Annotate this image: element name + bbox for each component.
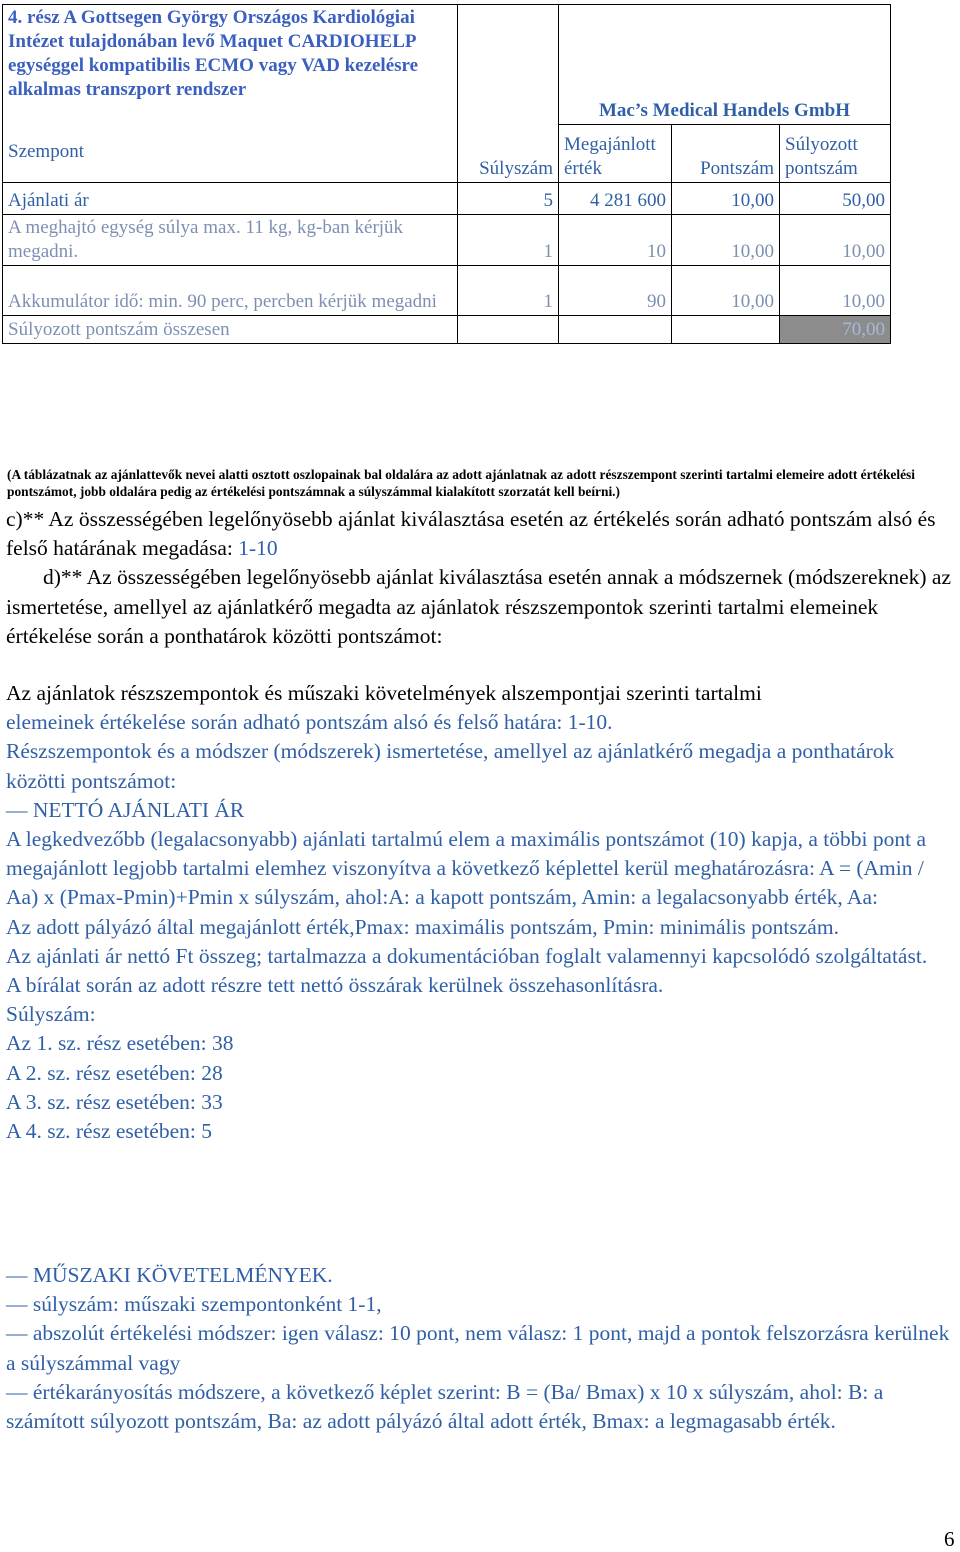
section-c (6, 505, 956, 651)
tech-absolute-method: — abszolút értékelési módszer: igen válasz: 10 pont, nem válasz: 1 pont, majd a pontok felszorzásra kerülnek a súlyszámmal vagy (6, 1321, 950, 1375)
lot-title: 4. rész A Gottsegen György Országos Kardiológiai Intézet tulajdonában levő Maquet CARDIOHELP egységgel kompatibilis ECMO vagy VAD kezelésre alkalmas transzport rendszer Szempont (3, 5, 458, 183)
row-points: 10,00 (672, 183, 780, 215)
total-value: 70,00 (780, 316, 891, 344)
row-offered: 90 (559, 266, 672, 316)
tech-proportional-method: — értékarányosítás módszere, a következő képlet szerint: B = (Ba/ Bmax) x 10 x súlyszám, ahol: B: a számított súlyozott pontszám, Ba: az adott pályázó által adott érték, Bmax: a legmagasabb érték. (6, 1379, 884, 1434)
row-weight: 1 (458, 266, 559, 316)
price-note: Az ajánlati ár nettó Ft összeg; tartalmazza a dokumentációban foglalt valamennyi kapcsolódó szolgáltatást. (6, 943, 928, 968)
weight-lot-2: A 2. sz. rész esetében: 28 (6, 1060, 223, 1085)
para-a-black: Az ajánlatok részszempontok és műszaki követelmények alszempontjai szerinti tartalmi (6, 681, 762, 705)
row-weight: 5 (458, 183, 559, 215)
row-weight: 1 (458, 215, 559, 266)
row-points: 10,00 (672, 215, 780, 266)
points-header: Pontszám (672, 125, 780, 183)
weight-lot-1: Az 1. sz. rész esetében: 38 (6, 1031, 234, 1056)
row-offered: 10 (559, 215, 672, 266)
bidder-name: Mac’s Medical Handels GmbH (559, 5, 891, 125)
d-text: d)** Az összességében legelőnyösebb ajánlat kiválasztása esetén annak a módszernek (módszereknek) az ismertetése, amellyel az ajánlatkérő megadta az ajánlatok részszempontok szerinti tartalmi elemeinek értékelése során a ponthatárok közötti pontszámot: (6, 565, 952, 648)
scoring-table (2, 4, 891, 344)
table-row (3, 215, 891, 266)
table-row (3, 183, 891, 215)
weighted-header: Súlyozott pontszám (780, 125, 891, 183)
technical-section (6, 1261, 956, 1436)
row-offered: 4 281 600 (559, 183, 672, 215)
total-row (3, 316, 891, 344)
table-note: (A táblázatnak az ajánlattevők nevei alatti osztott oszlopainak bal oldalára az adott ajánlatnak az adott részszempont szerinti tartalmi elemeire adott értékelési pontszámot, jobb oldalára pedig az értékelési pontszámnak a súlyszámmal kialakított szorzatát kell beírni.) (7, 467, 915, 499)
row-weighted: 10,00 (780, 266, 891, 316)
table-row (3, 266, 891, 316)
offered-header: Megajánlott érték (559, 125, 672, 183)
comparison-note: A bírálat során az adott részre tett nettó összárak kerülnek összehasonlításra. (6, 973, 664, 998)
tech-weight: — súlyszám: műszaki szempontonként 1-1, (6, 1292, 382, 1317)
row-criterion: Ajánlati ár (3, 183, 458, 215)
weight-header: Súlyszám (458, 5, 559, 183)
formula-definitions: Az adott pályázó által megajánlott érték,Pmax: maximális pontszám, Pmin: minimális pontszám. (6, 914, 839, 939)
row-criterion: Akkumulátor idő: min. 90 perc, percben kérjük megadni (3, 266, 458, 316)
weight-lot-3: A 3. sz. rész esetében: 33 (6, 1089, 223, 1114)
weight-label: Súlyszám: (6, 1002, 96, 1027)
evaluation-section (6, 679, 956, 1146)
formula-text: A legkedvezőbb (legalacsonyabb) ajánlati tartalmú elem a maximális pontszámot (10) kapja, a többi pont a megajánlott legjobb tartalmi elemhez viszonyítva a következő képlettel kerül meghatározásra: A = (Amin / Aa) x (Pmax-Pmin)+Pmin x súlyszám, ahol:A: a kapott pontszám, Amin: a legalacsonyabb érték, Aa: (6, 827, 927, 910)
weight-lot-4: A 4. sz. rész esetében: 5 (6, 1119, 212, 1144)
criterion-header: Szempont (8, 141, 84, 162)
row-criterion: A meghajtó egység súlya max. 11 kg, kg-ban kérjük megadni. (3, 215, 458, 266)
c-text: c)** Az összességében legelőnyösebb ajánlat kiválasztása esetén az értékelés során adható pontszám alsó és felső határának megadása: (6, 507, 936, 561)
row-weighted: 10,00 (780, 215, 891, 266)
row-weighted: 50,00 (780, 183, 891, 215)
c-value: 1-10 (238, 536, 278, 561)
total-label: Súlyozott pontszám összesen (3, 316, 458, 344)
method-intro: Részszempontok és a módszer (módszerek) ismertetése, amellyel az ajánlatkérő megadja a ponthatárok közötti pontszámot: (6, 739, 895, 793)
net-price-heading: — NETTÓ AJÁNLATI ÁR (6, 797, 245, 822)
page-number: 6 (944, 1527, 955, 1551)
para-a-blue: elemeinek értékelése során adható pontszám alsó és felső határa: 1-10. (6, 710, 613, 735)
row-points: 10,00 (672, 266, 780, 316)
tech-heading: — MŰSZAKI KÖVETELMÉNYEK. (6, 1263, 333, 1287)
